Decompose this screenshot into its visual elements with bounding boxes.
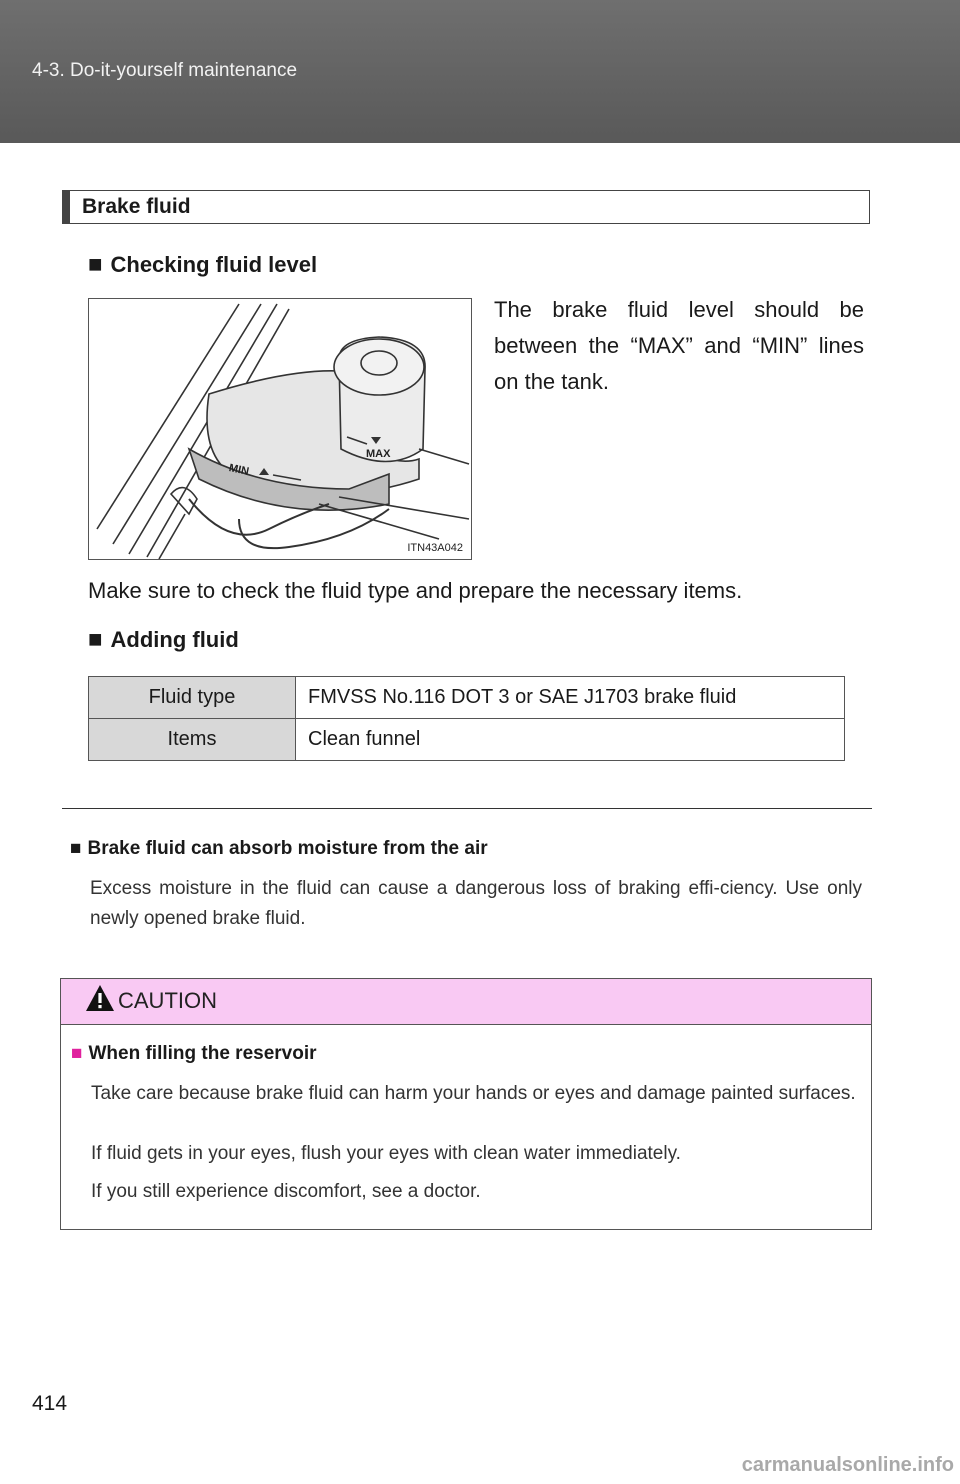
checking-heading (88, 251, 317, 279)
caution-title: CAUTION (118, 988, 217, 1013)
section-title-bar (62, 190, 870, 224)
note-heading (70, 838, 488, 860)
note-heading-text: Brake fluid can absorb moisture from the air (87, 838, 488, 859)
section-title: Brake fluid (82, 195, 191, 218)
watermark: carmanualsonline.info (741, 1454, 954, 1476)
table-row (89, 677, 845, 719)
page-header (0, 0, 960, 143)
max-label: MAX (366, 448, 391, 460)
chapter-title: 4-3. Do-it-yourself maintenance (32, 60, 298, 81)
caution-subheading (71, 1043, 317, 1065)
table-label: Fluid type (89, 677, 296, 719)
checking-text: The brake fluid level should be between the “MAX” and “MIN” lines on the tank. (494, 297, 864, 394)
adding-heading-text: Adding fluid (110, 627, 239, 652)
figure-id: ITN43A042 (407, 542, 463, 554)
table-value: Clean funnel (296, 719, 845, 761)
square-bullet-icon: ■ (71, 1043, 83, 1064)
caution-paragraph: Take care because brake fluid can harm your hands or eyes and damage painted surfaces. (91, 1083, 856, 1104)
prepare-items-text: Make sure to check the fluid type and prepare the necessary items. (88, 578, 743, 603)
checking-heading-text: Checking fluid level (110, 252, 318, 277)
note-text: Excess moisture in the fluid can cause a dangerous loss of braking effi-ciency. Use only newly opened brake fluid. (90, 878, 862, 929)
fluid-spec-table (88, 676, 845, 761)
section-divider (62, 808, 872, 809)
table-value: FMVSS No.116 DOT 3 or SAE J1703 brake fluid (296, 677, 845, 719)
caution-paragraph: If fluid gets in your eyes, flush your eyes with clean water immediately. (91, 1143, 681, 1164)
table-row (89, 719, 845, 761)
caution-header (61, 979, 871, 1025)
warning-triangle-icon (85, 984, 115, 1012)
square-bullet-icon: ■ (88, 251, 103, 278)
min-label: MIN (227, 462, 250, 478)
caution-box (60, 978, 872, 1230)
square-bullet-icon: ■ (70, 838, 82, 859)
reservoir-drawing (89, 299, 471, 559)
brake-reservoir-illustration (88, 298, 472, 560)
table-label: Items (89, 719, 296, 761)
caution-paragraph: If you still experience discomfort, see a doctor. (91, 1181, 481, 1202)
adding-heading (88, 626, 239, 654)
caution-subheading-text: When filling the reservoir (88, 1043, 317, 1064)
page-number: 414 (32, 1392, 68, 1415)
square-bullet-icon: ■ (88, 626, 103, 653)
